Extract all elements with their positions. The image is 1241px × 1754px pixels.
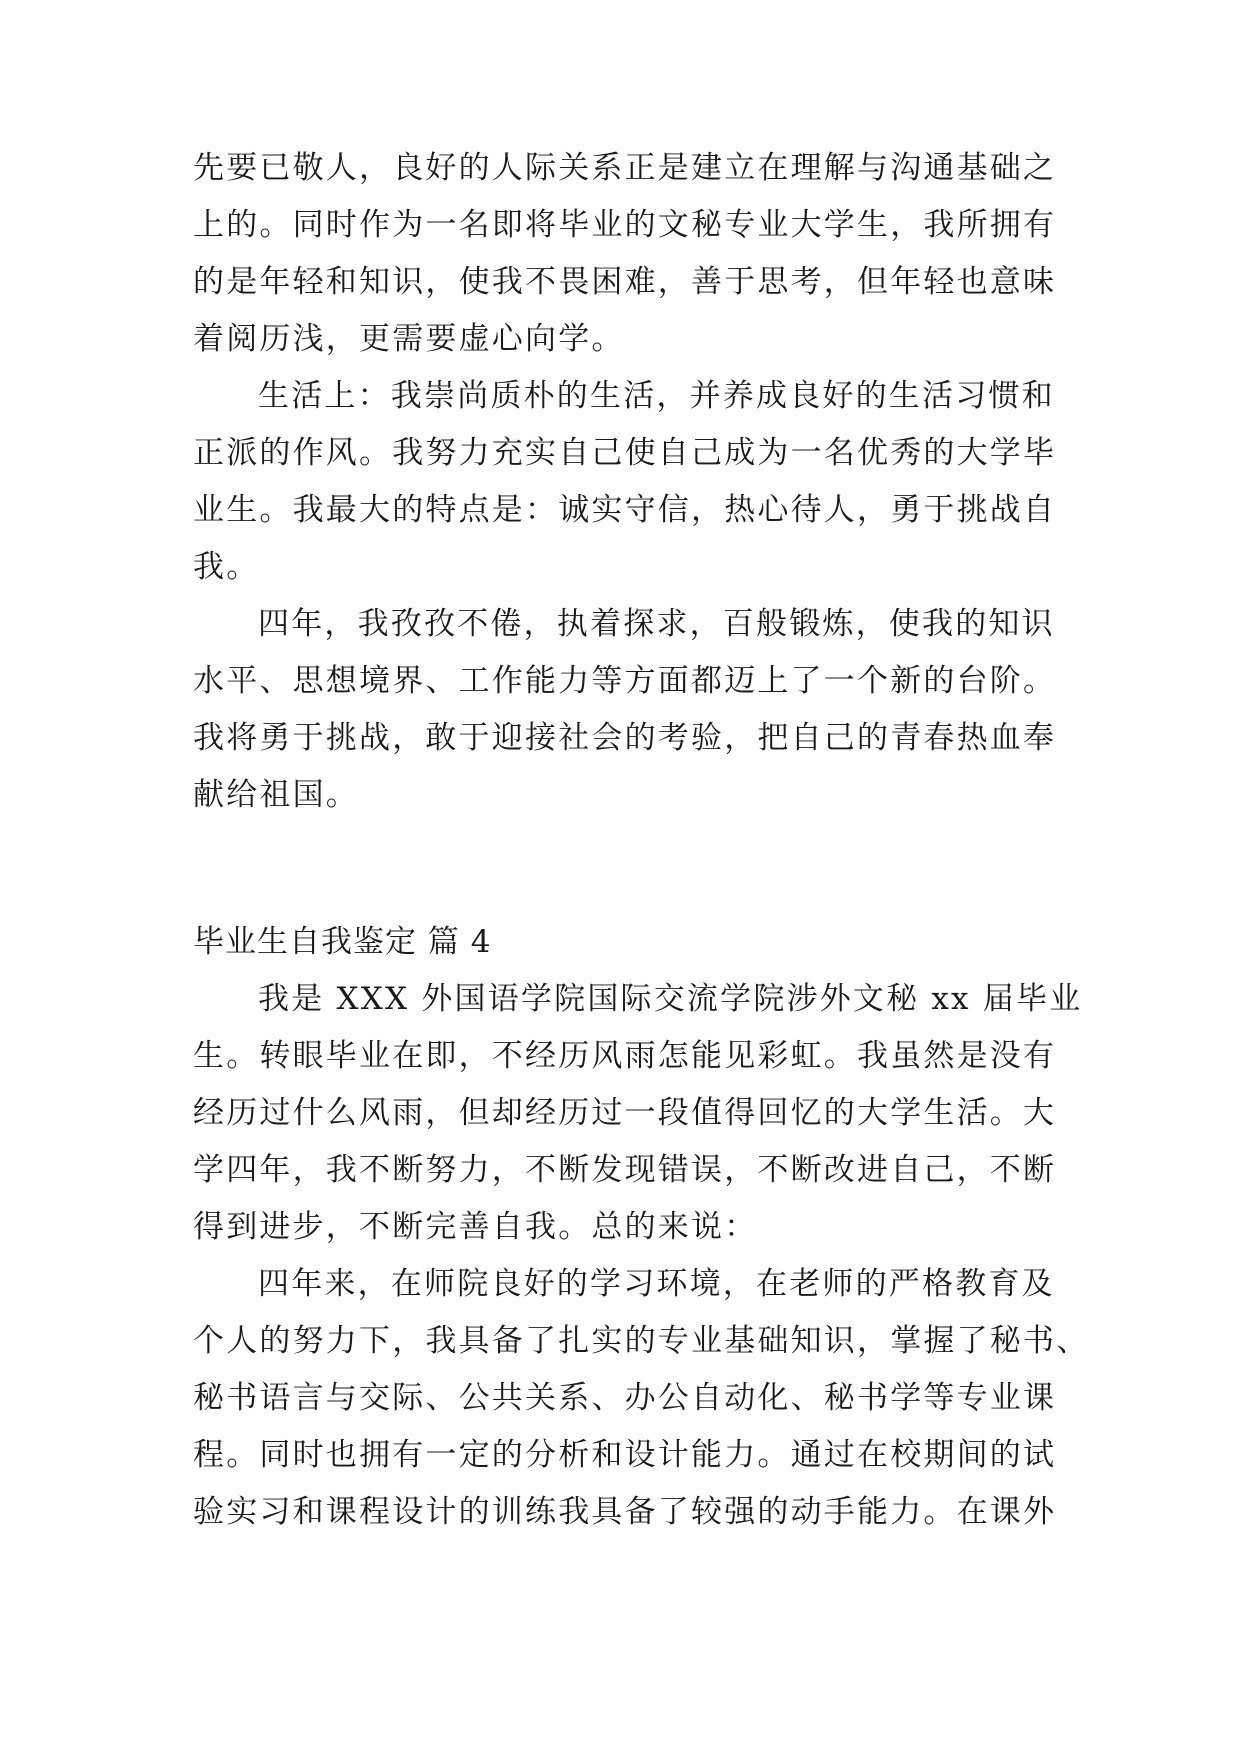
section-paragraph-2-line-3: 秘书语言与交际、公共关系、办公自动化、秘书学等专业课	[193, 1380, 1057, 1416]
section-paragraph-1-line-1: 我是 XXX 外国语学院国际交流学院涉外文秘 xx 届毕业	[258, 981, 1083, 1017]
paragraph-3-line-3: 我将勇于挑战，敢于迎接社会的考验，把自己的青春热血奉	[193, 720, 1057, 756]
section-paragraph-1-line-5: 得到进步，不断完善自我。总的来说：	[193, 1209, 758, 1245]
paragraph-3-line-1: 四年，我孜孜不倦，执着探求，百般锻炼，使我的知识	[258, 606, 1055, 642]
paragraph-1-line-1: 先要已敬人，良好的人际关系正是建立在理解与沟通基础之	[193, 150, 1057, 186]
section-paragraph-2-line-1: 四年来，在师院良好的学习环境，在老师的严格教育及	[258, 1266, 1055, 1302]
paragraph-2-line-3: 业生。我最大的特点是：诚实守信，热心待人，勇于挑战自	[193, 492, 1057, 528]
paragraph-3-line-4: 献给祖国。	[193, 777, 359, 813]
section-paragraph-2-line-4: 程。同时也拥有一定的分析和设计能力。通过在校期间的试	[193, 1437, 1057, 1473]
paragraph-1-line-2: 上的。同时作为一名即将毕业的文秘专业大学生，我所拥有	[193, 207, 1057, 243]
paragraph-3-line-2: 水平、思想境界、工作能力等方面都迈上了一个新的台阶。	[193, 663, 1057, 699]
section-heading: 毕业生自我鉴定 篇 4	[193, 924, 492, 960]
paragraph-1-line-4: 着阅历浅，更需要虚心向学。	[193, 321, 625, 357]
paragraph-2-line-4: 我。	[193, 549, 260, 585]
section-paragraph-1-line-2: 生。转眼毕业在即，不经历风雨怎能见彩虹。我虽然是没有	[193, 1038, 1057, 1074]
paragraph-2-line-1: 生活上：我崇尚质朴的生活，并养成良好的生活习惯和	[258, 378, 1055, 414]
section-paragraph-1-line-3: 经历过什么风雨，但却经历过一段值得回忆的大学生活。大	[193, 1095, 1057, 1131]
paragraph-1-line-3: 的是年轻和知识，使我不畏困难，善于思考，但年轻也意味	[193, 264, 1057, 300]
section-paragraph-2-line-5: 验实习和课程设计的训练我具备了较强的动手能力。在课外	[193, 1494, 1057, 1530]
section-paragraph-1-line-4: 学四年，我不断努力，不断发现错误，不断改进自己，不断	[193, 1152, 1057, 1188]
paragraph-2-line-2: 正派的作风。我努力充实自己使自己成为一名优秀的大学毕	[193, 435, 1057, 471]
section-paragraph-2-line-2: 个人的努力下，我具备了扎实的专业基础知识，掌握了秘书、	[193, 1323, 1090, 1359]
